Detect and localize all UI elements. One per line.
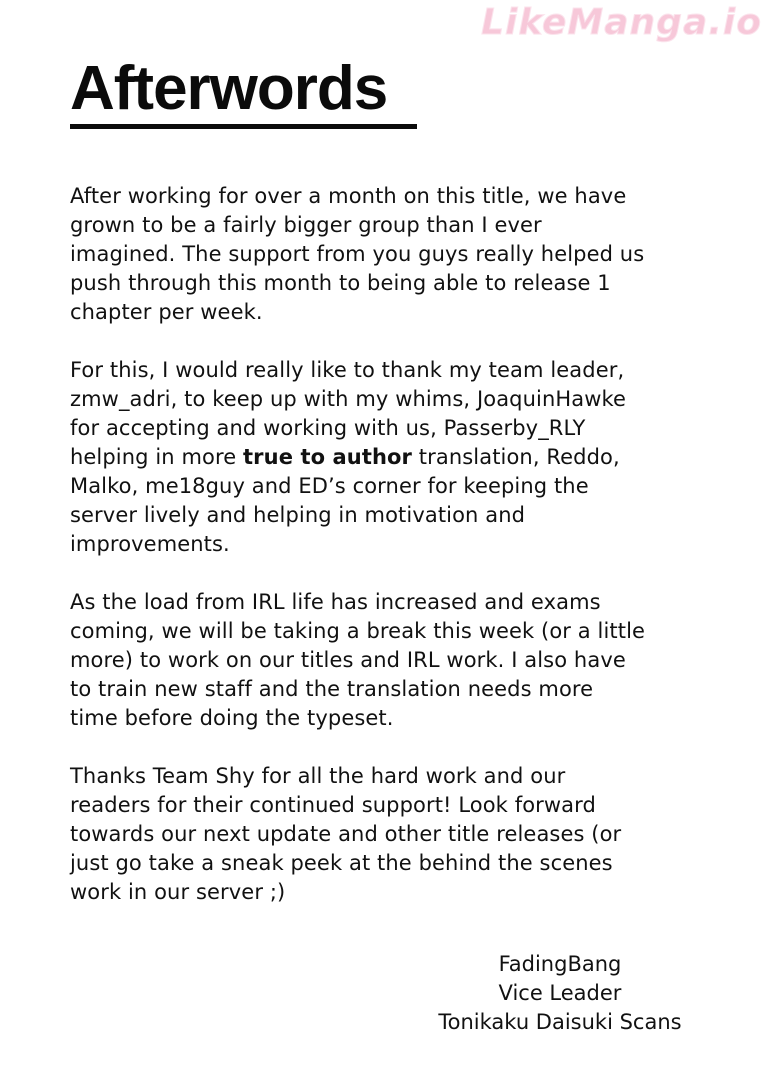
text-line: After working for over a month on this title, we have	[70, 184, 627, 208]
text-segment: translation, Reddo,	[412, 445, 620, 469]
signature-block	[400, 950, 720, 1037]
site-watermark: LikeManga.io	[481, 2, 762, 43]
text-line: improvements.	[70, 532, 230, 556]
signature-name: FadingBang	[498, 952, 622, 976]
paragraph-4	[70, 762, 710, 907]
title-underline	[70, 124, 417, 129]
signature-group: Tonikaku Daisuki Scans	[438, 1010, 682, 1034]
page-title: Afterwords	[70, 54, 388, 123]
text-line: for accepting and working with us, Passerby_RLY	[70, 416, 586, 440]
text-line: time before doing the typeset.	[70, 706, 394, 730]
text-line: to train new staff and the translation needs more	[70, 677, 594, 701]
text-line: coming, we will be taking a break this week (or a little	[70, 619, 646, 643]
text-line: work in our server ;)	[70, 880, 286, 904]
paragraph-2	[70, 356, 710, 559]
text-line: readers for their continued support! Look forward	[70, 793, 596, 817]
text-line: push through this month to being able to release 1	[70, 271, 611, 295]
afterword-body	[70, 182, 710, 936]
paragraph-3	[70, 588, 710, 733]
text-line: towards our next update and other title releases (or	[70, 822, 622, 846]
text-line: For this, I would really like to thank my team leader,	[70, 358, 625, 382]
text-line: just go take a sneak peek at the behind the scenes	[70, 851, 613, 875]
text-line: imagined. The support from you guys really helped us	[70, 242, 645, 266]
text-line: more) to work on our titles and IRL work. I also have	[70, 648, 626, 672]
signature-role: Vice Leader	[498, 981, 622, 1005]
text-line: Malko, me18guy and ED’s corner for keeping the	[70, 474, 589, 498]
text-line: Thanks Team Shy for all the hard work and our	[70, 764, 566, 788]
text-line: chapter per week.	[70, 300, 263, 324]
text-line: zmw_adri, to keep up with my whims, JoaquinHawke	[70, 387, 627, 411]
paragraph-1	[70, 182, 710, 327]
text-line-mixed	[70, 443, 710, 472]
text-segment: helping in more	[70, 445, 244, 469]
text-line: server lively and helping in motivation and	[70, 503, 526, 527]
text-line: As the load from IRL life has increased and exams	[70, 590, 601, 614]
text-line: grown to be a fairly bigger group than I ever	[70, 213, 542, 237]
emphasis-text: true to author	[243, 445, 413, 469]
